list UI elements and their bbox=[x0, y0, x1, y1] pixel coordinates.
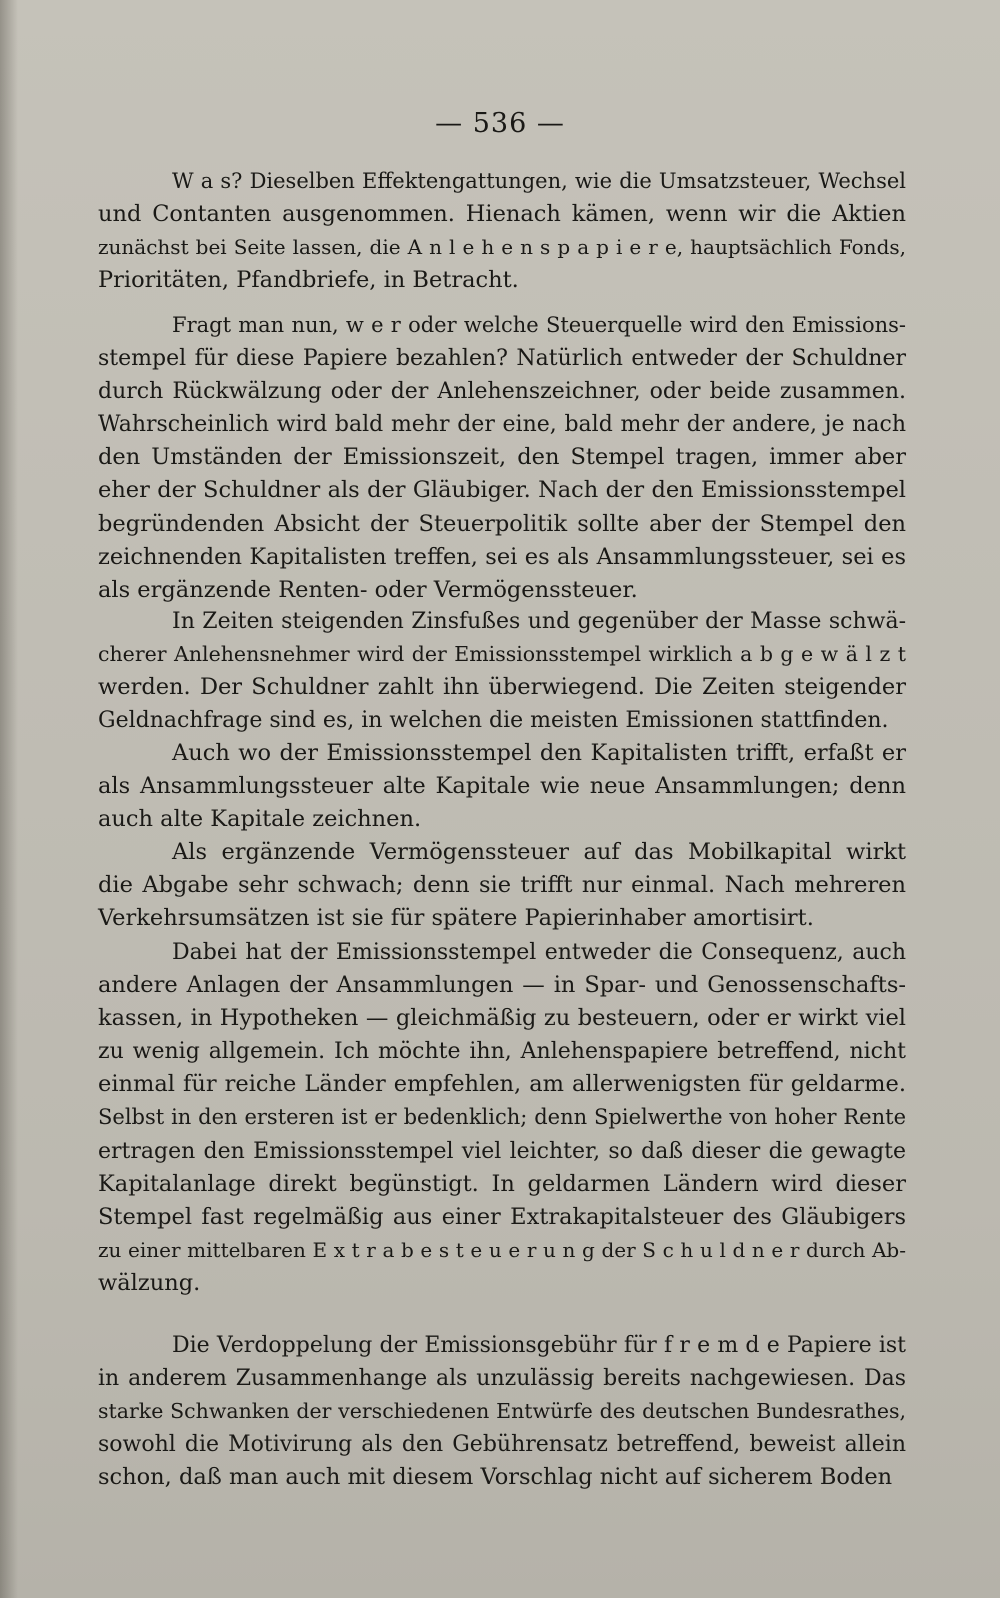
text-line: Die Verdoppelung der Emissionsgebühr für f r e m d e Papiere ist bbox=[172, 1333, 906, 1358]
text-line: In Zeiten steigenden Zinsfußes und gegenüber der Masse schwä- bbox=[172, 609, 906, 634]
text-line: Kapitalanlage direkt begünstigt. In geldarmen Ländern wird dieser bbox=[98, 1170, 906, 1197]
text-line: auch alte Kapitale zeichnen. bbox=[98, 806, 422, 833]
text-line: Als ergänzende Vermögenssteuer auf das Mobilkapital wirkt bbox=[172, 839, 906, 865]
text-line: einmal für reiche Länder empfehlen, am allerwenigsten für geldarme. bbox=[98, 1071, 906, 1098]
text-line: starke Schwanken der verschiedenen Entwürfe des deutschen Bundesrathes, bbox=[98, 1399, 906, 1424]
text-line: eher der Schuldner als der Gläubiger. Nach der den Emissionsstempel bbox=[98, 477, 906, 504]
text-line: wälzung. bbox=[98, 1269, 201, 1296]
text-line: andere Anlagen der Ansammlungen — in Spar- und Genossenschafts- bbox=[98, 972, 906, 999]
text-line: als Ansammlungssteuer alte Kapitale wie neue Ansammlungen; denn bbox=[98, 773, 906, 800]
page-number: — 536 — bbox=[435, 108, 565, 139]
text-line: die Abgabe sehr schwach; denn sie trifft nur einmal. Nach mehreren bbox=[98, 872, 906, 899]
paragraph bbox=[98, 836, 906, 935]
text-line: zeichnenden Kapitalisten treffen, sei es als Ansammlungssteuer, sei es bbox=[98, 543, 906, 570]
text-line: sowohl die Motivirung als den Gebührensatz betreffend, beweist allein bbox=[98, 1432, 906, 1458]
text-line: stempel für diese Papiere bezahlen? Natürlich entweder der Schuldner bbox=[98, 346, 906, 372]
paragraph bbox=[98, 309, 906, 607]
text-line: Stempel fast regelmäßig aus einer Extrakapitalsteuer des Gläubigers bbox=[98, 1203, 906, 1230]
text-line: zu wenig allgemein. Ich möchte ihn, Anlehenspapiere betreffend, nicht bbox=[98, 1039, 906, 1065]
text-line: Wahrscheinlich wird bald mehr der eine, bald mehr der andere, je nach bbox=[98, 412, 906, 438]
text-line: als ergänzende Renten- oder Vermögenssteuer. bbox=[98, 576, 638, 603]
text-line: den Umständen der Emissionszeit, den Stempel tragen, immer aber bbox=[98, 444, 906, 471]
text-line: schon, daß man auch mit diesem Vorschlag nicht auf sicherem Boden bbox=[98, 1464, 893, 1491]
text-line: zu einer mittelbaren E x t r a b e s t e u e r u n g der S c h u l d n e r durch Ab- bbox=[98, 1237, 906, 1262]
text-line: Verkehrsumsätzen ist sie für spätere Papierinhaber amortisirt. bbox=[98, 905, 814, 932]
text-line: durch Rückwälzung oder der Anlehenszeichner, oder beide zusammen. bbox=[98, 379, 906, 405]
text-line: W a s? Dieselben Effektengattungen, wie die Umsatzsteuer, Wechsel bbox=[172, 169, 906, 193]
text-line: Auch wo der Emissionsstempel den Kapitalisten trifft, erfaßt er bbox=[172, 740, 906, 766]
text-line: Selbst in den ersteren ist er bedenklich; denn Spielwerthe von hoher Rente bbox=[98, 1105, 906, 1130]
text-line: cherer Anlehensnehmer wird der Emissionsstempel wirklich a b g e w ä l z t bbox=[98, 642, 906, 667]
text-line: und Contanten ausgenommen. Hienach kämen, wenn wir die Aktien bbox=[98, 201, 906, 228]
paragraph bbox=[98, 737, 906, 836]
text-line: kassen, in Hypotheken — gleichmäßig zu besteuern, oder er wirkt viel bbox=[98, 1005, 906, 1032]
text-line: in anderem Zusammenhange als unzulässig bereits nachgewiesen. Das bbox=[98, 1366, 906, 1392]
text-line: Prioritäten, Pfandbriefe, in Betracht. bbox=[98, 267, 519, 294]
text-line: ertragen den Emissionsstempel viel leichter, so daß dieser die gewagte bbox=[98, 1138, 906, 1164]
paragraph bbox=[98, 165, 906, 297]
paragraph bbox=[98, 936, 906, 1300]
text-line: werden. Der Schuldner zahlt ihn überwiegend. Die Zeiten steigender bbox=[98, 674, 906, 701]
text-line: Fragt man nun, w e r oder welche Steuerquelle wird den Emissions- bbox=[172, 313, 906, 337]
text-line: begründenden Absicht der Steuerpolitik sollte aber der Stempel den bbox=[98, 510, 906, 537]
paragraph bbox=[98, 1329, 906, 1494]
text-line: Dabei hat der Emissionsstempel entweder die Consequenz, auch bbox=[172, 940, 906, 965]
text-line: zunächst bei Seite lassen, die A n l e h e n s p a p i e r e, hauptsächlich Fonds, bbox=[98, 235, 906, 260]
paragraph bbox=[98, 605, 906, 737]
text-line: Geldnachfrage sind es, in welchen die meisten Emissionen stattfinden. bbox=[98, 708, 889, 734]
